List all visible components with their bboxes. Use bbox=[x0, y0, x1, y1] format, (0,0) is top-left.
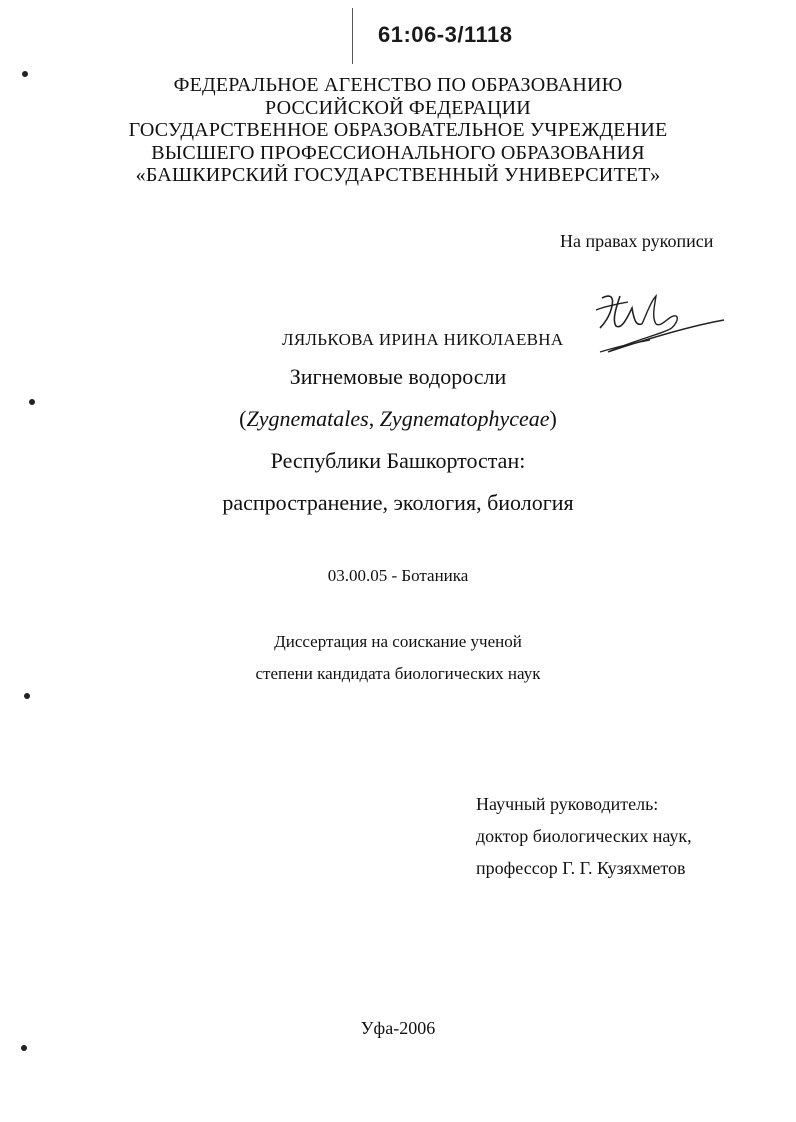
handwritten-signature bbox=[590, 286, 730, 356]
title-paren-close: ) bbox=[549, 406, 557, 431]
header-line: ГОСУДАРСТВЕННОЕ ОБРАЗОВАТЕЛЬНОЕ УЧРЕЖДЕНИЕ bbox=[128, 119, 668, 141]
specialty-code: 03.00.05 - Ботаника bbox=[327, 566, 469, 585]
dissertation-line-2: степени кандидата биологических наук bbox=[255, 664, 541, 683]
scan-smudge bbox=[24, 693, 30, 699]
title-separator: , bbox=[368, 406, 380, 431]
header-line: РОССИЙСКОЙ ФЕДЕРАЦИИ bbox=[265, 96, 531, 119]
supervisor-name: профессор Г. Г. Кузяхметов bbox=[476, 858, 686, 878]
supervisor-degree: доктор биологических наук, bbox=[476, 826, 692, 846]
archive-stamp-code: 61:06-3/1118 bbox=[378, 22, 513, 47]
header-line: «БАШКИРСКИЙ ГОСУДАРСТВЕННЫЙ УНИВЕРСИТЕТ» bbox=[135, 164, 661, 186]
header-line: ВЫСШЕГО ПРОФЕССИОНАЛЬНОГО ОБРАЗОВАНИЯ bbox=[151, 141, 645, 164]
title-line-1: Зигнемовые водоросли bbox=[289, 364, 507, 389]
title-line-4: распространение, экология, биология bbox=[222, 490, 574, 515]
manuscript-rights-note: На правах рукописи bbox=[560, 231, 714, 251]
scan-smudge bbox=[21, 1045, 27, 1051]
author-name: ЛЯЛЬКОВА ИРИНА НИКОЛАЕВНА bbox=[282, 330, 564, 349]
taxon-order: Zygnematales bbox=[246, 406, 369, 431]
title-line-3: Республики Башкортостан: bbox=[270, 448, 526, 473]
title-paren-open: ( bbox=[239, 406, 247, 431]
institution-header bbox=[0, 74, 796, 187]
place-and-year: Уфа-2006 bbox=[360, 1018, 436, 1038]
title-line-2 bbox=[0, 406, 796, 432]
header-line: ФЕДЕРАЛЬНОЕ АГЕНСТВО ПО ОБРАЗОВАНИЮ bbox=[173, 74, 623, 96]
supervisor-label: Научный руководитель: bbox=[476, 794, 659, 814]
dissertation-line-1: Диссертация на соискание ученой bbox=[274, 632, 522, 651]
taxon-class: Zygnematophyceae bbox=[379, 406, 550, 431]
scan-smudge bbox=[29, 399, 35, 405]
stamp-margin-line bbox=[352, 8, 353, 64]
